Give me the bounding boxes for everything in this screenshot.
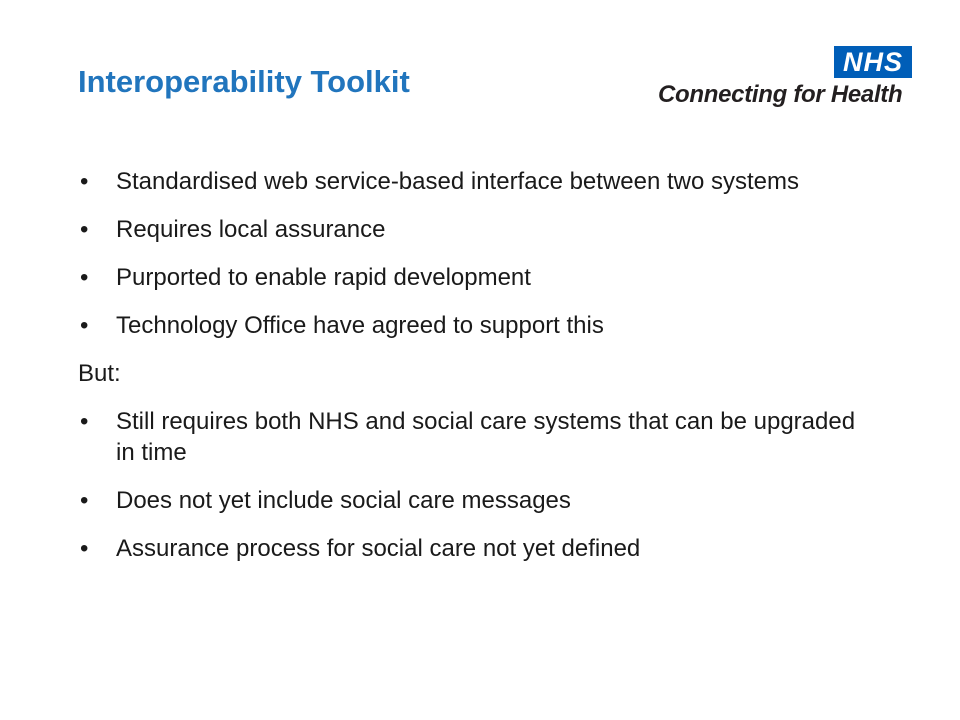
bullet-item <box>78 533 878 564</box>
bullet-icon: • <box>80 168 89 195</box>
nhs-badge <box>834 46 912 78</box>
bullet-item <box>78 166 878 197</box>
bullet-icon: • <box>80 408 89 435</box>
slide-body <box>78 166 878 581</box>
bullet-text: Technology Office have agreed to support this <box>116 312 604 339</box>
bullet-item <box>78 406 878 468</box>
nhs-connecting-for-health-logo <box>658 46 916 110</box>
plain-text-item <box>78 358 878 389</box>
bullet-text: Does not yet include social care messages <box>116 487 571 514</box>
bullet-icon: • <box>80 216 89 243</box>
nhs-badge-text: NHS <box>842 47 903 77</box>
bullet-item <box>78 485 878 516</box>
bullet-text: Purported to enable rapid development <box>116 264 531 291</box>
bullet-text: Assurance process for social care not yet defined <box>116 535 641 562</box>
bullet-icon: • <box>80 535 89 562</box>
bullet-item <box>78 214 878 245</box>
plain-text: But: <box>78 360 121 387</box>
slide-title: Interoperability Toolkit <box>78 64 410 99</box>
bullet-item <box>78 310 878 341</box>
bullet-icon: • <box>80 487 89 514</box>
bullet-text: Standardised web service-based interface between two systems <box>116 168 800 195</box>
bullet-text: Still requires both NHS and social care systems that can be upgraded in time <box>116 408 856 466</box>
bullet-icon: • <box>80 264 89 291</box>
logo-tagline: Connecting for Health <box>658 81 903 108</box>
bullet-text: Requires local assurance <box>116 216 386 243</box>
bullet-item <box>78 262 878 293</box>
bullet-icon: • <box>80 312 89 339</box>
